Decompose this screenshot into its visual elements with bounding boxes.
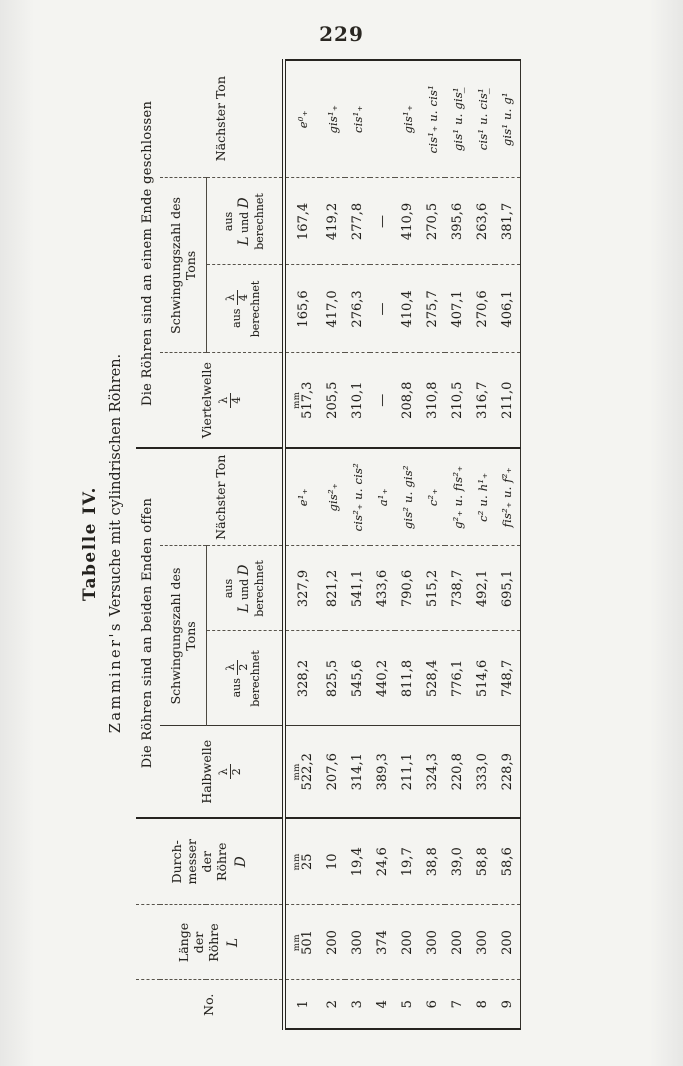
cell-f-aus-ld-offen: 695,1	[495, 546, 520, 631]
header-no: No.	[136, 980, 284, 1029]
cell-laenge: 200	[445, 905, 470, 980]
header-schwingungszahl-geschlossen: Schwingungszahl des Tons	[160, 178, 206, 353]
cell-halbwelle: 389,3	[370, 726, 395, 818]
cell-durchmesser: 19,7	[395, 818, 420, 905]
table-row	[345, 60, 370, 1029]
cell-f-aus-viertelwelle: 270,6	[470, 265, 495, 353]
header-durchmesser: Durch- messer der Röhre D	[136, 818, 284, 905]
cell-naechster-ton-geschlossen: cis¹₊	[345, 60, 370, 178]
table-row	[495, 60, 520, 1029]
subtitle-text: Versuche mit cylindrischen Röhren.	[108, 353, 124, 617]
table-row	[445, 60, 470, 1029]
header-aus-l-und-d-offen: aus L und D berechnet	[206, 546, 284, 631]
table-title: Tabelle IV.	[80, 486, 100, 601]
header-aus-l-und-d-geschlossen: aus L und D berechnet	[206, 178, 284, 265]
header-halbwelle: Halbwelle λ 2	[160, 726, 284, 818]
cell-f-aus-halbwelle: 440,2	[370, 631, 395, 726]
cell-f-aus-ld-geschlossen: 167,4	[284, 178, 320, 265]
cell-durchmesser: 58,8	[470, 818, 495, 905]
cell-halbwelle: 228,9	[495, 726, 520, 818]
cell-no: 6	[420, 980, 445, 1029]
cell-no: 9	[495, 980, 520, 1029]
cell-viertelwelle: 208,8	[395, 353, 420, 448]
cell-naechster-ton-offen: gis² u. gis²	[395, 448, 420, 546]
cell-naechster-ton-offen: cis²₊ u. cis²	[345, 448, 370, 546]
cell-viertelwelle: 210,5	[445, 353, 470, 448]
table-row	[420, 60, 445, 1029]
cell-f-aus-ld-offen: 327,9	[284, 546, 320, 631]
table-row	[320, 60, 345, 1029]
header-viertelwelle: Viertelwelle λ 4	[160, 353, 284, 448]
cell-halbwelle: 207,6	[320, 726, 345, 818]
cell-f-aus-ld-offen: 541,1	[345, 546, 370, 631]
cell-f-aus-viertelwelle: —	[370, 265, 395, 353]
cell-f-aus-ld-geschlossen: 270,5	[420, 178, 445, 265]
cell-durchmesser: 58,6	[495, 818, 520, 905]
cell-naechster-ton-offen: g²₊ u. fis²₊	[445, 448, 470, 546]
cell-f-aus-ld-geschlossen: 277,8	[345, 178, 370, 265]
cell-naechster-ton-geschlossen: gis¹₊	[395, 60, 420, 178]
cell-f-aus-ld-geschlossen: 395,6	[445, 178, 470, 265]
header-naechster-ton-offen: Nächster Ton	[160, 448, 284, 546]
subtitle-author: Zamminer's	[108, 621, 124, 734]
cell-naechster-ton-geschlossen: cis¹ u. cis¹̲	[470, 60, 495, 178]
cell-f-aus-viertelwelle: 410,4	[395, 265, 420, 353]
cell-viertelwelle: 205,5	[320, 353, 345, 448]
cell-viertelwelle: 310,8	[420, 353, 445, 448]
section-header-geschlossen: Die Röhren sind an einem Ende geschlossen	[136, 60, 160, 448]
cell-f-aus-viertelwelle: 417,0	[320, 265, 345, 353]
cell-naechster-ton-geschlossen: gis¹₊	[320, 60, 345, 178]
cell-laenge: 200	[320, 905, 345, 980]
cell-viertelwelle: mm 517,3	[284, 353, 320, 448]
cell-f-aus-ld-geschlossen: —	[370, 178, 395, 265]
cell-durchmesser: 24,6	[370, 818, 395, 905]
cell-f-aus-ld-offen: 515,2	[420, 546, 445, 631]
cell-naechster-ton-geschlossen	[370, 60, 395, 178]
cell-naechster-ton-geschlossen: gis¹ u. gis¹̲	[445, 60, 470, 178]
cell-halbwelle: 314,1	[345, 726, 370, 818]
fraction-lambda-4: λ 4	[218, 393, 242, 408]
cell-halbwelle: 211,1	[395, 726, 420, 818]
section-header-offen: Die Röhren sind an beiden Enden offen	[136, 448, 160, 818]
data-table	[136, 59, 521, 1030]
cell-f-aus-ld-offen: 790,6	[395, 546, 420, 631]
cell-viertelwelle: 310,1	[345, 353, 370, 448]
cell-f-aus-ld-offen: 821,2	[320, 546, 345, 631]
symbol-D: D	[232, 856, 249, 868]
table-subtitle	[108, 57, 124, 1030]
cell-laenge: mm 501	[284, 905, 320, 980]
table-row	[470, 60, 495, 1029]
section-header-row	[136, 60, 160, 1029]
header-aus-halbwelle: aus λ 2 berechnet	[206, 631, 284, 726]
cell-f-aus-ld-offen: 492,1	[470, 546, 495, 631]
cell-f-aus-viertelwelle: 275,7	[420, 265, 445, 353]
table-row	[395, 60, 420, 1029]
cell-naechster-ton-geschlossen: cis¹₊ u. cis¹	[420, 60, 445, 178]
cell-naechster-ton-offen: e¹₊	[284, 448, 320, 546]
cell-no: 7	[445, 980, 470, 1029]
fraction-lambda-2: λ 2	[218, 764, 242, 779]
symbol-L: L	[225, 938, 242, 947]
cell-no: 2	[320, 980, 345, 1029]
cell-f-aus-halbwelle: 328,2	[284, 631, 320, 726]
cell-f-aus-ld-geschlossen: 381,7	[495, 178, 520, 265]
cell-f-aus-viertelwelle: 276,3	[345, 265, 370, 353]
table-row	[284, 60, 320, 1029]
header-naechster-ton-geschlossen: Nächster Ton	[160, 60, 284, 178]
cell-no: 5	[395, 980, 420, 1029]
cell-f-aus-viertelwelle: 407,1	[445, 265, 470, 353]
cell-f-aus-halbwelle: 825,5	[320, 631, 345, 726]
cell-laenge: 300	[345, 905, 370, 980]
cell-f-aus-halbwelle: 748,7	[495, 631, 520, 726]
cell-viertelwelle: 316,7	[470, 353, 495, 448]
cell-naechster-ton-offen: c² u. h¹₊	[470, 448, 495, 546]
cell-laenge: 200	[395, 905, 420, 980]
cell-durchmesser: 19,4	[345, 818, 370, 905]
cell-laenge: 300	[420, 905, 445, 980]
header-schwingungszahl-offen: Schwingungszahl des Tons	[160, 546, 206, 726]
cell-viertelwelle: —	[370, 353, 395, 448]
cell-naechster-ton-offen: c²₊	[420, 448, 445, 546]
cell-halbwelle: 333,0	[470, 726, 495, 818]
cell-halbwelle: 220,8	[445, 726, 470, 818]
cell-laenge: 300	[470, 905, 495, 980]
cell-durchmesser: 39,0	[445, 818, 470, 905]
cell-f-aus-ld-offen: 433,6	[370, 546, 395, 631]
page-number: 229	[319, 22, 364, 46]
cell-f-aus-halbwelle: 811,8	[395, 631, 420, 726]
cell-naechster-ton-offen: fis²₊ u. f²₊	[495, 448, 520, 546]
cell-naechster-ton-geschlossen: gis¹ u. g¹	[495, 60, 520, 178]
header-laenge: Länge der Röhre L	[136, 905, 284, 980]
cell-naechster-ton-offen: gis²₊	[320, 448, 345, 546]
cell-f-aus-ld-geschlossen: 263,6	[470, 178, 495, 265]
cell-f-aus-ld-offen: 738,7	[445, 546, 470, 631]
table-row	[370, 60, 395, 1029]
cell-halbwelle: mm 522,2	[284, 726, 320, 818]
cell-durchmesser: 10	[320, 818, 345, 905]
cell-laenge: 200	[495, 905, 520, 980]
cell-durchmesser: 38,8	[420, 818, 445, 905]
cell-no: 8	[470, 980, 495, 1029]
cell-f-aus-halbwelle: 776,1	[445, 631, 470, 726]
cell-no: 4	[370, 980, 395, 1029]
cell-naechster-ton-offen: a¹₊	[370, 448, 395, 546]
rotated-table-container	[72, 57, 562, 1030]
cell-viertelwelle: 211,0	[495, 353, 520, 448]
cell-f-aus-halbwelle: 545,6	[345, 631, 370, 726]
cell-laenge: 374	[370, 905, 395, 980]
cell-naechster-ton-geschlossen: e⁰₊	[284, 60, 320, 178]
cell-f-aus-halbwelle: 514,6	[470, 631, 495, 726]
header-aus-viertelwelle: aus λ 4 berechnet	[206, 265, 284, 353]
cell-durchmesser: mm 25	[284, 818, 320, 905]
cell-f-aus-viertelwelle: 165,6	[284, 265, 320, 353]
cell-no: 3	[345, 980, 370, 1029]
cell-f-aus-ld-geschlossen: 410,9	[395, 178, 420, 265]
cell-f-aus-viertelwelle: 406,1	[495, 265, 520, 353]
cell-f-aus-ld-geschlossen: 419,2	[320, 178, 345, 265]
cell-f-aus-halbwelle: 528,4	[420, 631, 445, 726]
cell-halbwelle: 324,3	[420, 726, 445, 818]
cell-no: 1	[284, 980, 320, 1029]
